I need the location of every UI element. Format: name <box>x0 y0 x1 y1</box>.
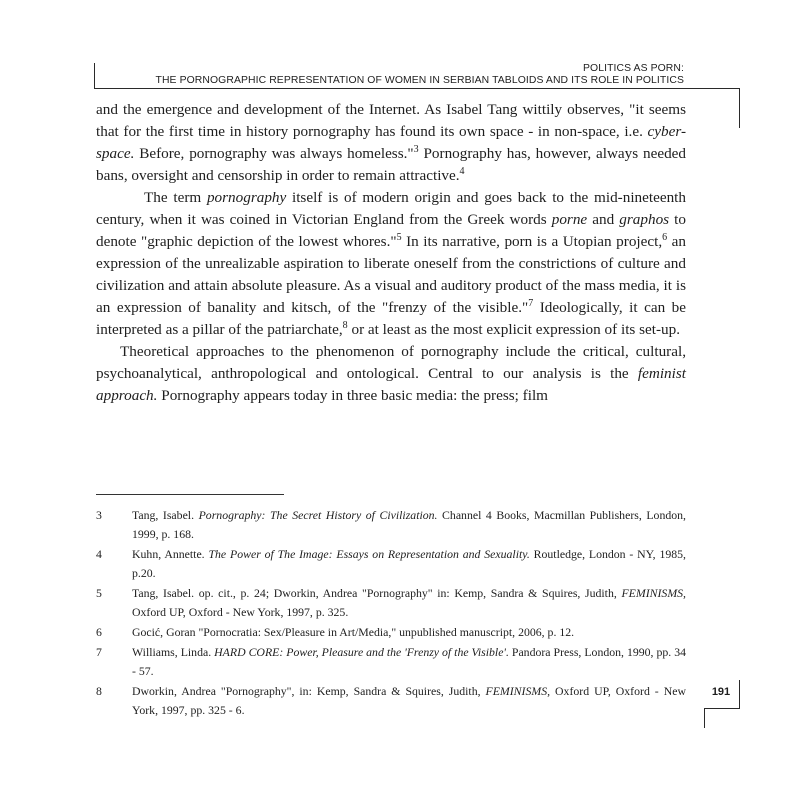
footnote-ref: 5 <box>396 231 402 243</box>
footnote-italic: The Power of The Image: Essays on Representation and Sexuality. <box>208 547 530 561</box>
footnote-ref: 4 <box>459 165 465 177</box>
paragraph-italic: pornography <box>206 189 287 206</box>
footnote-text: Routledge, London - NY, 1985, p.20. <box>132 547 686 580</box>
footnote-text: Kuhn, Annette. <box>132 547 209 561</box>
footnote <box>96 584 686 622</box>
footnote-text <box>132 682 686 720</box>
footnote-number: 6 <box>96 625 102 639</box>
running-header-line-2: THE PORNOGRAPHIC REPRESENTATION OF WOMEN IN SERBIAN TABLOIDS AND ITS ROLE IN POLITICS <box>155 75 684 86</box>
footnote <box>96 506 686 544</box>
paragraph-text: to denote "graphic depiction of the lowest whores." <box>96 211 686 250</box>
footnote-text: Gocić, Goran "Pornocratia: Sex/Pleasure in Art/Media," unpublished manuscript, 2006, p. 12. <box>132 625 575 639</box>
paragraph <box>96 341 686 407</box>
footnote-ref: 7 <box>528 297 534 309</box>
footnote-text <box>132 584 686 622</box>
page-number: 191 <box>711 686 731 698</box>
footnote-number: 4 <box>96 547 102 561</box>
header-bottom-rule <box>94 88 740 89</box>
footnote-text: Tang, Isabel. <box>132 508 199 522</box>
footnote-text: Williams, Linda. <box>132 645 215 659</box>
header-left-rule <box>94 63 95 88</box>
footnote <box>96 682 686 720</box>
footnote-text <box>132 623 686 642</box>
footnote-text <box>132 506 686 544</box>
paragraph-text: Pornography appears today in three basic media: the press; film <box>157 387 548 404</box>
header-right-rule <box>739 88 740 128</box>
footnote-separator <box>96 494 284 495</box>
footnote-text: Oxford UP, Oxford - New York, 1997, p. 325. <box>132 605 349 619</box>
footnote-italic: HARD CORE: Power, Pleasure and the 'Frenzy of the Visible'. <box>214 645 509 659</box>
page-number-left-rule <box>704 708 705 728</box>
footnote <box>96 643 686 681</box>
footnote-italic: Pornography: The Secret History of Civilization. <box>198 508 438 522</box>
paragraph-text: The term <box>144 189 207 206</box>
footnote-ref: 3 <box>413 143 419 155</box>
paragraph-text: an expression of the unrealizable aspiration to liberate oneself from the constrictions of culture and civilization and attain absolute pleasure. As a visual and auditory product of the mass media, it is an expression of banality and kitsch, of the "frenzy of the visible." <box>96 233 686 316</box>
footnote <box>96 545 686 583</box>
footnote-text: Oxford UP, Oxford - New York, 1997, pp. 325 - 6. <box>132 684 686 717</box>
footnote-number: 5 <box>96 586 102 600</box>
paragraph <box>96 99 686 187</box>
footnote-text: Dworkin, Andrea "Pornography", in: Kemp, Sandra & Squires, Judith, <box>132 684 486 698</box>
footnote-text <box>132 643 686 681</box>
footnote-number: 3 <box>96 508 102 522</box>
paragraph-text: and the emergence and development of the Internet. As Isabel Tang wittily observes, "it seems that for the first time in history pornography has found its own space - in non-space, i.e. <box>96 101 686 140</box>
footnote-italic: FEMINISMS, <box>485 684 551 698</box>
footnote-italic: FEMINISMS, <box>621 586 686 600</box>
paragraph-italic: graphos <box>619 211 670 228</box>
running-header <box>96 63 684 87</box>
paragraph-text: Ideologically, it can be interpreted as a pillar of the patriarchate, <box>96 299 686 338</box>
footnote-text: Tang, Isabel. op. cit., p. 24; Dworkin, Andrea "Pornography" in: Kemp, Sandra & Squires, Judith, <box>132 586 622 600</box>
footnote-text <box>132 545 686 583</box>
footnote-number: 8 <box>96 684 102 698</box>
footnote-text: Pandora Press, London, 1990, pp. 34 - 57. <box>132 645 686 678</box>
paragraph-italic: porne <box>551 211 588 228</box>
page-number-right-rule <box>739 680 740 708</box>
footnotes <box>96 506 686 721</box>
paragraph-text: Pornography has, however, always needed bans, oversight and censorship in order to remain attractive. <box>96 145 686 184</box>
paragraph <box>96 187 686 341</box>
footnote-text: Channel 4 Books, Macmillan Publishers, London, 1999, p. 168. <box>132 508 686 541</box>
page-number-bottom-rule <box>704 708 740 709</box>
running-header-line-1: POLITICS AS PORN: <box>582 63 684 74</box>
footnote-ref: 6 <box>662 231 668 243</box>
footnote <box>96 623 686 642</box>
paragraph-text: Theoretical approaches to the phenomenon of pornography include the critical, cultural, psychoanalytical, anthropological and ontological. Central to our analysis is the <box>96 343 686 382</box>
paragraph-italic: cyber-space. <box>96 123 686 162</box>
paragraph-text: or at least as the most explicit expression of its set-up. <box>347 321 681 338</box>
footnote-ref: 8 <box>342 319 348 331</box>
paragraph-text: itself is of modern origin and goes back to the mid-nineteenth century, when it was coined in Victorian England from the Greek words <box>96 189 686 228</box>
footnote-number: 7 <box>96 645 102 659</box>
paragraph-text: and <box>587 211 620 228</box>
paragraph-text: Before, pornography was always homeless." <box>134 145 414 162</box>
body-text <box>96 99 686 407</box>
paragraph-italic: feminist approach. <box>96 365 686 404</box>
paragraph-text: In its narrative, porn is a Utopian project, <box>401 233 663 250</box>
